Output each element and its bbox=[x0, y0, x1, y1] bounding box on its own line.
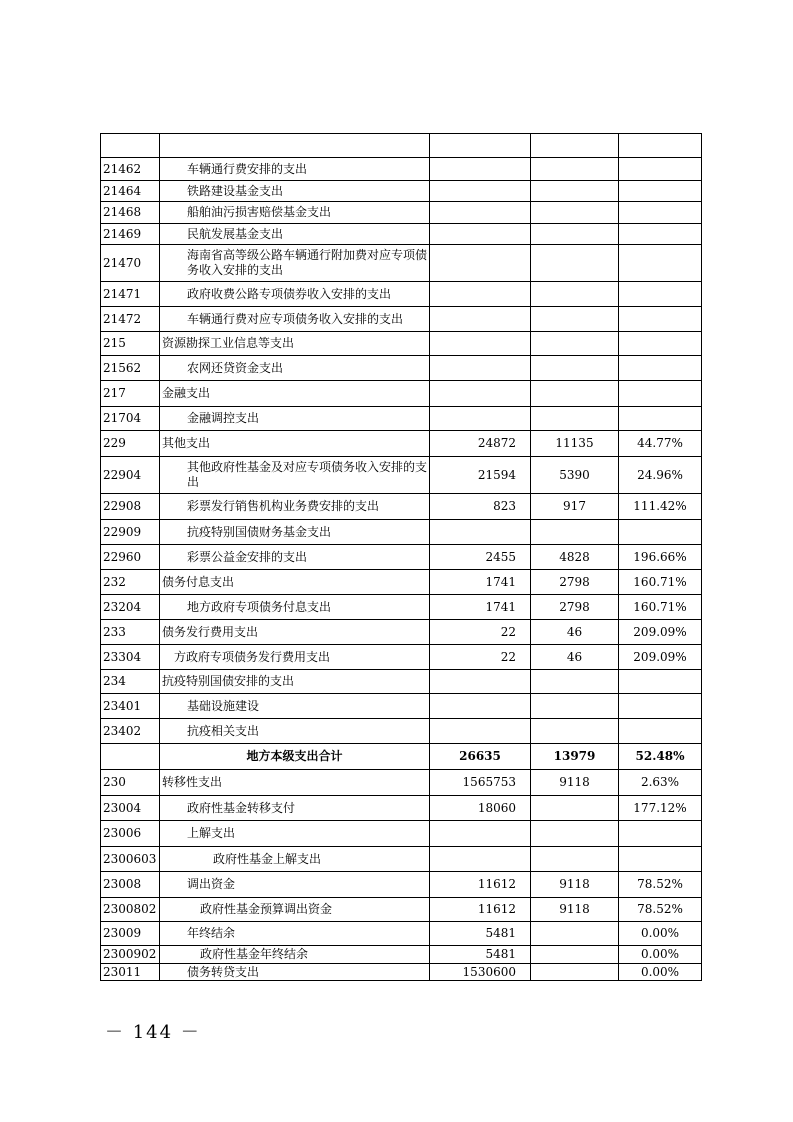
name-cell: 债务付息支出 bbox=[160, 570, 430, 595]
code-cell: 232 bbox=[101, 570, 160, 595]
value-cell bbox=[430, 694, 531, 719]
value-cell bbox=[531, 946, 619, 964]
name-cell: 金融支出 bbox=[160, 381, 430, 407]
value-cell: 78.52% bbox=[619, 898, 702, 922]
value-cell bbox=[619, 356, 702, 381]
value-cell: 160.71% bbox=[619, 570, 702, 595]
value-cell bbox=[531, 821, 619, 847]
value-cell: 11612 bbox=[430, 872, 531, 898]
table-row bbox=[101, 520, 702, 545]
value-cell bbox=[619, 202, 702, 224]
value-cell bbox=[430, 821, 531, 847]
value-cell bbox=[619, 381, 702, 407]
name-cell: 其他支出 bbox=[160, 431, 430, 457]
table-row bbox=[101, 645, 702, 670]
value-cell: 0.00% bbox=[619, 964, 702, 981]
name-cell: 债务发行费用支出 bbox=[160, 620, 430, 645]
value-cell bbox=[531, 202, 619, 224]
value-cell bbox=[531, 964, 619, 981]
code-cell: 22909 bbox=[101, 520, 160, 545]
value-cell: 9118 bbox=[531, 872, 619, 898]
table-row bbox=[101, 872, 702, 898]
code-cell: 234 bbox=[101, 670, 160, 694]
table-row bbox=[101, 821, 702, 847]
value-cell: 5481 bbox=[430, 922, 531, 946]
name-cell: 船舶油污损害赔偿基金支出 bbox=[160, 202, 430, 224]
code-cell: 23304 bbox=[101, 645, 160, 670]
name-cell: 上解支出 bbox=[160, 821, 430, 847]
value-cell: 11612 bbox=[430, 898, 531, 922]
name-cell: 政府性基金上解支出 bbox=[160, 847, 430, 872]
value-cell: 0.00% bbox=[619, 946, 702, 964]
value-cell: 2798 bbox=[531, 595, 619, 620]
table-row bbox=[101, 134, 702, 158]
table-row bbox=[101, 620, 702, 645]
value-cell bbox=[619, 134, 702, 158]
value-cell bbox=[430, 282, 531, 307]
value-cell bbox=[531, 134, 619, 158]
name-cell: 调出资金 bbox=[160, 872, 430, 898]
table-row bbox=[101, 332, 702, 356]
code-cell: 23011 bbox=[101, 964, 160, 981]
code-cell: 21472 bbox=[101, 307, 160, 332]
table-row bbox=[101, 407, 702, 431]
value-cell: 917 bbox=[531, 494, 619, 520]
code-cell: 22908 bbox=[101, 494, 160, 520]
code-cell: 23204 bbox=[101, 595, 160, 620]
value-cell: 24.96% bbox=[619, 457, 702, 494]
table-row bbox=[101, 922, 702, 946]
value-cell bbox=[619, 332, 702, 356]
name-cell: 资源勘探工业信息等支出 bbox=[160, 332, 430, 356]
value-cell bbox=[531, 332, 619, 356]
value-cell: 823 bbox=[430, 494, 531, 520]
value-cell bbox=[430, 356, 531, 381]
table-row bbox=[101, 898, 702, 922]
value-cell: 111.42% bbox=[619, 494, 702, 520]
value-cell: 21594 bbox=[430, 457, 531, 494]
name-cell: 方政府专项债务发行费用支出 bbox=[160, 645, 430, 670]
code-cell: 23006 bbox=[101, 821, 160, 847]
name-cell: 彩票发行销售机构业务费安排的支出 bbox=[160, 494, 430, 520]
value-cell bbox=[619, 181, 702, 202]
name-cell: 其他政府性基金及对应专项债务收入安排的支出 bbox=[160, 457, 430, 494]
code-cell: 217 bbox=[101, 381, 160, 407]
value-cell bbox=[430, 202, 531, 224]
name-cell: 车辆通行费安排的支出 bbox=[160, 158, 430, 181]
code-cell bbox=[101, 744, 160, 770]
value-cell: 5390 bbox=[531, 457, 619, 494]
table-row bbox=[101, 307, 702, 332]
value-cell bbox=[430, 181, 531, 202]
value-cell: 78.52% bbox=[619, 872, 702, 898]
name-cell bbox=[160, 134, 430, 158]
code-cell: 21462 bbox=[101, 158, 160, 181]
table-row bbox=[101, 770, 702, 796]
value-cell: 44.77% bbox=[619, 431, 702, 457]
code-cell: 2300802 bbox=[101, 898, 160, 922]
value-cell: 177.12% bbox=[619, 796, 702, 821]
code-cell: 21469 bbox=[101, 224, 160, 245]
name-cell: 抗疫特别国债安排的支出 bbox=[160, 670, 430, 694]
code-cell: 2300902 bbox=[101, 946, 160, 964]
value-cell bbox=[619, 158, 702, 181]
name-cell: 政府性基金年终结余 bbox=[160, 946, 430, 964]
code-cell: 23401 bbox=[101, 694, 160, 719]
value-cell bbox=[531, 520, 619, 545]
name-cell: 转移性支出 bbox=[160, 770, 430, 796]
table-row bbox=[101, 381, 702, 407]
value-cell bbox=[619, 282, 702, 307]
value-cell bbox=[531, 245, 619, 282]
value-cell: 52.48% bbox=[619, 744, 702, 770]
value-cell: 1741 bbox=[430, 570, 531, 595]
code-cell: 21562 bbox=[101, 356, 160, 381]
code-cell: 23009 bbox=[101, 922, 160, 946]
value-cell: 1565753 bbox=[430, 770, 531, 796]
value-cell: 26635 bbox=[430, 744, 531, 770]
value-cell: 18060 bbox=[430, 796, 531, 821]
table-row bbox=[101, 719, 702, 744]
value-cell: 1741 bbox=[430, 595, 531, 620]
value-cell bbox=[430, 245, 531, 282]
value-cell bbox=[430, 224, 531, 245]
code-cell: 23004 bbox=[101, 796, 160, 821]
table-row bbox=[101, 847, 702, 872]
value-cell bbox=[430, 134, 531, 158]
value-cell bbox=[531, 381, 619, 407]
name-cell: 政府收费公路专项债券收入安排的支出 bbox=[160, 282, 430, 307]
value-cell bbox=[619, 520, 702, 545]
table-row bbox=[101, 964, 702, 981]
code-cell: 21470 bbox=[101, 245, 160, 282]
code-cell: 21468 bbox=[101, 202, 160, 224]
table-row bbox=[101, 570, 702, 595]
value-cell: 11135 bbox=[531, 431, 619, 457]
table-row bbox=[101, 158, 702, 181]
value-cell bbox=[531, 796, 619, 821]
value-cell bbox=[531, 847, 619, 872]
value-cell: 22 bbox=[430, 645, 531, 670]
value-cell: 9118 bbox=[531, 770, 619, 796]
table-row bbox=[101, 282, 702, 307]
name-cell: 年终结余 bbox=[160, 922, 430, 946]
value-cell bbox=[531, 307, 619, 332]
value-cell bbox=[531, 282, 619, 307]
budget-table bbox=[100, 133, 702, 981]
value-cell bbox=[619, 224, 702, 245]
table-row bbox=[101, 494, 702, 520]
name-cell: 金融调控支出 bbox=[160, 407, 430, 431]
table-row bbox=[101, 245, 702, 282]
code-cell bbox=[101, 134, 160, 158]
value-cell bbox=[430, 158, 531, 181]
value-cell bbox=[430, 381, 531, 407]
name-cell: 民航发展基金支出 bbox=[160, 224, 430, 245]
budget-table-body bbox=[101, 134, 702, 981]
value-cell: 22 bbox=[430, 620, 531, 645]
value-cell bbox=[619, 407, 702, 431]
value-cell: 209.09% bbox=[619, 645, 702, 670]
value-cell: 5481 bbox=[430, 946, 531, 964]
name-cell: 铁路建设基金支出 bbox=[160, 181, 430, 202]
value-cell bbox=[619, 821, 702, 847]
value-cell bbox=[531, 670, 619, 694]
value-cell: 2798 bbox=[531, 570, 619, 595]
table-row bbox=[101, 694, 702, 719]
code-cell: 229 bbox=[101, 431, 160, 457]
code-cell: 22960 bbox=[101, 545, 160, 570]
value-cell bbox=[619, 847, 702, 872]
name-cell: 政府性基金预算调出资金 bbox=[160, 898, 430, 922]
value-cell bbox=[430, 719, 531, 744]
value-cell bbox=[619, 719, 702, 744]
value-cell bbox=[619, 670, 702, 694]
table-row bbox=[101, 356, 702, 381]
value-cell bbox=[430, 670, 531, 694]
name-cell: 地方本级支出合计 bbox=[160, 744, 430, 770]
name-cell: 抗疫相关支出 bbox=[160, 719, 430, 744]
name-cell: 车辆通行费对应专项债务收入安排的支出 bbox=[160, 307, 430, 332]
value-cell: 9118 bbox=[531, 898, 619, 922]
value-cell bbox=[531, 407, 619, 431]
table-row bbox=[101, 181, 702, 202]
value-cell: 4828 bbox=[531, 545, 619, 570]
name-cell: 政府性基金转移支付 bbox=[160, 796, 430, 821]
value-cell bbox=[531, 922, 619, 946]
value-cell: 46 bbox=[531, 620, 619, 645]
name-cell: 海南省高等级公路车辆通行附加费对应专项债务收入安排的支出 bbox=[160, 245, 430, 282]
code-cell: 21464 bbox=[101, 181, 160, 202]
value-cell bbox=[619, 307, 702, 332]
name-cell: 基础设施建设 bbox=[160, 694, 430, 719]
value-cell bbox=[430, 520, 531, 545]
value-cell: 160.71% bbox=[619, 595, 702, 620]
name-cell: 抗疫特别国债财务基金支出 bbox=[160, 520, 430, 545]
name-cell: 债务转贷支出 bbox=[160, 964, 430, 981]
table-row-total bbox=[101, 744, 702, 770]
table-row bbox=[101, 946, 702, 964]
value-cell bbox=[430, 407, 531, 431]
table-row bbox=[101, 457, 702, 494]
code-cell: 215 bbox=[101, 332, 160, 356]
value-cell: 46 bbox=[531, 645, 619, 670]
code-cell: 21471 bbox=[101, 282, 160, 307]
table-row bbox=[101, 595, 702, 620]
value-cell: 24872 bbox=[430, 431, 531, 457]
value-cell bbox=[531, 181, 619, 202]
code-cell: 233 bbox=[101, 620, 160, 645]
name-cell: 农网还贷资金支出 bbox=[160, 356, 430, 381]
code-cell: 23402 bbox=[101, 719, 160, 744]
value-cell: 1530600 bbox=[430, 964, 531, 981]
value-cell: 196.66% bbox=[619, 545, 702, 570]
name-cell: 地方政府专项债务付息支出 bbox=[160, 595, 430, 620]
value-cell bbox=[430, 332, 531, 356]
value-cell bbox=[430, 847, 531, 872]
value-cell bbox=[619, 694, 702, 719]
name-cell: 彩票公益金安排的支出 bbox=[160, 545, 430, 570]
value-cell bbox=[531, 719, 619, 744]
value-cell bbox=[531, 158, 619, 181]
value-cell bbox=[430, 307, 531, 332]
page-number: － 144 － bbox=[105, 1022, 201, 1043]
value-cell bbox=[531, 694, 619, 719]
code-cell: 21704 bbox=[101, 407, 160, 431]
value-cell bbox=[531, 356, 619, 381]
table-row bbox=[101, 202, 702, 224]
code-cell: 230 bbox=[101, 770, 160, 796]
value-cell: 209.09% bbox=[619, 620, 702, 645]
table-row bbox=[101, 431, 702, 457]
code-cell: 23008 bbox=[101, 872, 160, 898]
value-cell bbox=[531, 224, 619, 245]
value-cell bbox=[619, 245, 702, 282]
table-row bbox=[101, 670, 702, 694]
code-cell: 2300603 bbox=[101, 847, 160, 872]
code-cell: 22904 bbox=[101, 457, 160, 494]
table-row bbox=[101, 545, 702, 570]
value-cell: 13979 bbox=[531, 744, 619, 770]
table-row bbox=[101, 796, 702, 821]
table-row bbox=[101, 224, 702, 245]
value-cell: 2455 bbox=[430, 545, 531, 570]
value-cell: 2.63% bbox=[619, 770, 702, 796]
value-cell: 0.00% bbox=[619, 922, 702, 946]
